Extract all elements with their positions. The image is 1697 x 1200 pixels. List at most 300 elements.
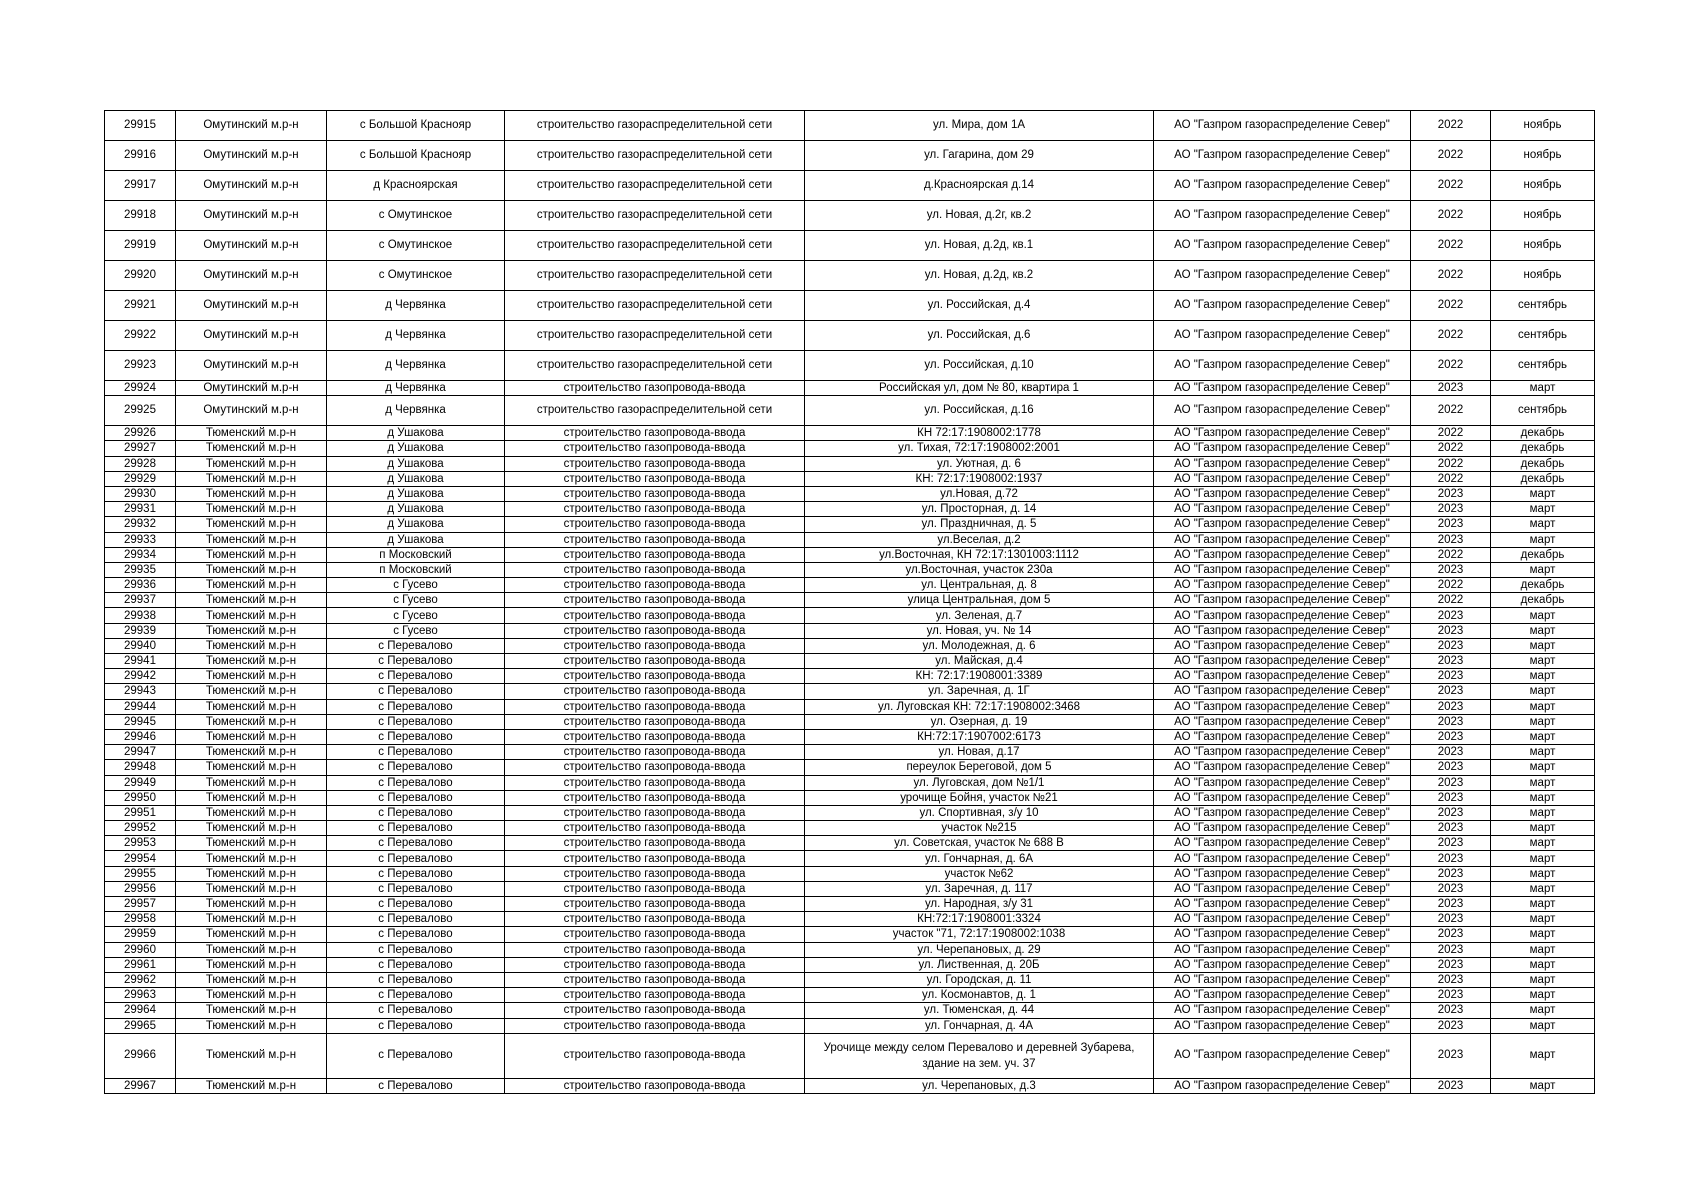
address-cell: урочище Бойня, участок №21 [805, 790, 1154, 805]
organization-cell: АО "Газпром газораспределение Север" [1154, 261, 1411, 291]
year-cell: 2022 [1411, 141, 1491, 171]
work-type-cell: строительство газопровода-ввода [505, 578, 805, 593]
district-cell: Тюменский м.р-н [176, 456, 327, 471]
address-cell: ул. Новая, д.2д, кв.2 [805, 261, 1154, 291]
record-number: 29948 [105, 760, 176, 775]
table-row [105, 111, 1595, 141]
work-type-cell: строительство газопровода-ввода [505, 471, 805, 486]
table-row [105, 426, 1595, 441]
district-cell: Тюменский м.р-н [176, 638, 327, 653]
record-number: 29962 [105, 972, 176, 987]
settlement-cell: с Большой Краснояр [327, 111, 505, 141]
settlement-cell: с Большой Краснояр [327, 141, 505, 171]
record-number: 29936 [105, 578, 176, 593]
table-row [105, 1033, 1595, 1078]
settlement-cell: с Перевалово [327, 1078, 505, 1093]
settlement-cell: с Перевалово [327, 851, 505, 866]
settlement-cell: д Ушакова [327, 486, 505, 501]
month-cell: март [1491, 805, 1595, 820]
year-cell: 2023 [1411, 729, 1491, 744]
month-cell: ноябрь [1491, 201, 1595, 231]
table-row [105, 381, 1595, 396]
table-row [105, 578, 1595, 593]
month-cell: март [1491, 502, 1595, 517]
settlement-cell: с Перевалово [327, 942, 505, 957]
month-cell: март [1491, 881, 1595, 896]
organization-cell: АО "Газпром газораспределение Север" [1154, 927, 1411, 942]
organization-cell: АО "Газпром газораспределение Север" [1154, 942, 1411, 957]
address-cell: ул.Новая, д.72 [805, 486, 1154, 501]
district-cell: Тюменский м.р-н [176, 669, 327, 684]
record-number: 29938 [105, 608, 176, 623]
organization-cell: АО "Газпром газораспределение Север" [1154, 562, 1411, 577]
address-cell: ул. Мира, дом 1А [805, 111, 1154, 141]
address-cell: ул. Российская, д.16 [805, 396, 1154, 426]
organization-cell: АО "Газпром газораспределение Север" [1154, 471, 1411, 486]
district-cell: Тюменский м.р-н [176, 897, 327, 912]
address-cell: улица Центральная, дом 5 [805, 593, 1154, 608]
organization-cell: АО "Газпром газораспределение Север" [1154, 426, 1411, 441]
record-number: 29941 [105, 654, 176, 669]
record-number: 29950 [105, 790, 176, 805]
record-number: 29922 [105, 321, 176, 351]
address-cell: ул. Заречная, д. 1Г [805, 684, 1154, 699]
record-number: 29934 [105, 547, 176, 562]
organization-cell: АО "Газпром газораспределение Север" [1154, 517, 1411, 532]
year-cell: 2023 [1411, 881, 1491, 896]
work-type-cell: строительство газопровода-ввода [505, 486, 805, 501]
record-number: 29946 [105, 729, 176, 744]
settlement-cell: с Омутинское [327, 201, 505, 231]
table-row [105, 760, 1595, 775]
address-cell: ул. Заречная, д. 117 [805, 881, 1154, 896]
year-cell: 2023 [1411, 897, 1491, 912]
settlement-cell: с Омутинское [327, 231, 505, 261]
work-type-cell: строительство газопровода-ввода [505, 805, 805, 820]
table-row [105, 291, 1595, 321]
organization-cell: АО "Газпром газораспределение Север" [1154, 547, 1411, 562]
district-cell: Тюменский м.р-н [176, 608, 327, 623]
settlement-cell: с Перевалово [327, 760, 505, 775]
district-cell: Тюменский м.р-н [176, 517, 327, 532]
address-cell: ул. Спортивная, з/у 10 [805, 805, 1154, 820]
year-cell: 2022 [1411, 456, 1491, 471]
table-row [105, 942, 1595, 957]
record-number: 29961 [105, 957, 176, 972]
record-number: 29951 [105, 805, 176, 820]
work-type-cell: строительство газопровода-ввода [505, 912, 805, 927]
month-cell: декабрь [1491, 578, 1595, 593]
settlement-cell: д Ушакова [327, 441, 505, 456]
year-cell: 2023 [1411, 927, 1491, 942]
settlement-cell: с Перевалово [327, 729, 505, 744]
organization-cell: АО "Газпром газораспределение Север" [1154, 1078, 1411, 1093]
table-row [105, 821, 1595, 836]
address-cell: ул. Черепановых, д. 29 [805, 942, 1154, 957]
district-cell: Омутинский м.р-н [176, 291, 327, 321]
table-row [105, 957, 1595, 972]
record-number: 29943 [105, 684, 176, 699]
district-cell: Тюменский м.р-н [176, 547, 327, 562]
year-cell: 2023 [1411, 517, 1491, 532]
district-cell: Тюменский м.р-н [176, 1033, 327, 1078]
work-type-cell: строительство газопровода-ввода [505, 957, 805, 972]
address-cell: ул. Тихая, 72:17:1908002:2001 [805, 441, 1154, 456]
address-cell: переулок Береговой, дом 5 [805, 760, 1154, 775]
settlement-cell: д Красноярская [327, 171, 505, 201]
year-cell: 2023 [1411, 866, 1491, 881]
work-type-cell: строительство газораспределительной сети [505, 111, 805, 141]
record-number: 29939 [105, 623, 176, 638]
address-cell: ул. Майская, д.4 [805, 654, 1154, 669]
district-cell: Тюменский м.р-н [176, 745, 327, 760]
year-cell: 2022 [1411, 578, 1491, 593]
record-number: 29942 [105, 669, 176, 684]
settlement-cell: д Ушакова [327, 471, 505, 486]
year-cell: 2023 [1411, 988, 1491, 1003]
settlement-cell: с Перевалово [327, 684, 505, 699]
organization-cell: АО "Газпром газораспределение Север" [1154, 111, 1411, 141]
district-cell: Тюменский м.р-н [176, 957, 327, 972]
address-cell: ул. Российская, д.4 [805, 291, 1154, 321]
work-type-cell: строительство газопровода-ввода [505, 562, 805, 577]
organization-cell: АО "Газпром газораспределение Север" [1154, 957, 1411, 972]
record-number: 29955 [105, 866, 176, 881]
year-cell: 2022 [1411, 291, 1491, 321]
table-row [105, 456, 1595, 471]
record-number: 29931 [105, 502, 176, 517]
district-cell: Тюменский м.р-н [176, 912, 327, 927]
organization-cell: АО "Газпром газораспределение Север" [1154, 972, 1411, 987]
year-cell: 2023 [1411, 562, 1491, 577]
month-cell: март [1491, 381, 1595, 396]
work-type-cell: строительство газопровода-ввода [505, 441, 805, 456]
year-cell: 2022 [1411, 231, 1491, 261]
address-cell: участок №215 [805, 821, 1154, 836]
settlement-cell: с Перевалово [327, 699, 505, 714]
work-type-cell: строительство газопровода-ввода [505, 972, 805, 987]
organization-cell: АО "Газпром газораспределение Север" [1154, 171, 1411, 201]
settlement-cell: д Ушакова [327, 532, 505, 547]
organization-cell: АО "Газпром газораспределение Север" [1154, 1003, 1411, 1018]
organization-cell: АО "Газпром газораспределение Север" [1154, 638, 1411, 653]
district-cell: Тюменский м.р-н [176, 441, 327, 456]
table-row [105, 638, 1595, 653]
settlement-cell: п Московский [327, 562, 505, 577]
month-cell: март [1491, 988, 1595, 1003]
district-cell: Тюменский м.р-н [176, 790, 327, 805]
work-type-cell: строительство газопровода-ввода [505, 714, 805, 729]
address-cell: ул. Луговская КН: 72:17:1908002:3468 [805, 699, 1154, 714]
month-cell: декабрь [1491, 471, 1595, 486]
address-cell: ул. Просторная, д. 14 [805, 502, 1154, 517]
district-cell: Тюменский м.р-н [176, 775, 327, 790]
year-cell: 2023 [1411, 760, 1491, 775]
year-cell: 2022 [1411, 426, 1491, 441]
district-cell: Тюменский м.р-н [176, 654, 327, 669]
settlement-cell: с Перевалово [327, 927, 505, 942]
address-cell: ул.Веселая, д.2 [805, 532, 1154, 547]
month-cell: март [1491, 912, 1595, 927]
record-number: 29935 [105, 562, 176, 577]
district-cell: Омутинский м.р-н [176, 231, 327, 261]
record-number: 29930 [105, 486, 176, 501]
district-cell: Тюменский м.р-н [176, 684, 327, 699]
year-cell: 2023 [1411, 638, 1491, 653]
organization-cell: АО "Газпром газораспределение Север" [1154, 201, 1411, 231]
district-cell: Тюменский м.р-н [176, 532, 327, 547]
work-type-cell: строительство газопровода-ввода [505, 593, 805, 608]
settlement-cell: с Перевалово [327, 745, 505, 760]
address-cell: ул. Новая, д.2г, кв.2 [805, 201, 1154, 231]
year-cell: 2023 [1411, 1018, 1491, 1033]
year-cell: 2022 [1411, 321, 1491, 351]
settlement-cell: с Перевалово [327, 775, 505, 790]
district-cell: Омутинский м.р-н [176, 141, 327, 171]
work-type-cell: строительство газопровода-ввода [505, 881, 805, 896]
record-number: 29963 [105, 988, 176, 1003]
record-number: 29959 [105, 927, 176, 942]
record-number: 29960 [105, 942, 176, 957]
district-cell: Омутинский м.р-н [176, 321, 327, 351]
work-type-cell: строительство газопровода-ввода [505, 426, 805, 441]
month-cell: март [1491, 1033, 1595, 1078]
table-body [105, 111, 1595, 1094]
work-type-cell: строительство газопровода-ввода [505, 623, 805, 638]
work-type-cell: строительство газопровода-ввода [505, 502, 805, 517]
year-cell: 2023 [1411, 775, 1491, 790]
address-cell: Российская ул, дом № 80, квартира 1 [805, 381, 1154, 396]
record-number: 29933 [105, 532, 176, 547]
district-cell: Тюменский м.р-н [176, 851, 327, 866]
table-row [105, 972, 1595, 987]
record-number: 29954 [105, 851, 176, 866]
year-cell: 2023 [1411, 821, 1491, 836]
settlement-cell: с Перевалово [327, 972, 505, 987]
table-row [105, 141, 1595, 171]
month-cell: март [1491, 790, 1595, 805]
district-cell: Омутинский м.р-н [176, 201, 327, 231]
year-cell: 2023 [1411, 654, 1491, 669]
organization-cell: АО "Газпром газораспределение Север" [1154, 790, 1411, 805]
district-cell: Тюменский м.р-н [176, 942, 327, 957]
record-number: 29923 [105, 351, 176, 381]
record-number: 29924 [105, 381, 176, 396]
settlement-cell: с Перевалово [327, 866, 505, 881]
year-cell: 2023 [1411, 1033, 1491, 1078]
organization-cell: АО "Газпром газораспределение Север" [1154, 351, 1411, 381]
work-type-cell: строительство газопровода-ввода [505, 729, 805, 744]
district-cell: Омутинский м.р-н [176, 381, 327, 396]
table-row [105, 851, 1595, 866]
month-cell: ноябрь [1491, 231, 1595, 261]
settlement-cell: д Червянка [327, 396, 505, 426]
month-cell: март [1491, 669, 1595, 684]
organization-cell: АО "Газпром газораспределение Север" [1154, 532, 1411, 547]
year-cell: 2022 [1411, 593, 1491, 608]
settlement-cell: с Перевалово [327, 1018, 505, 1033]
work-type-cell: строительство газопровода-ввода [505, 866, 805, 881]
work-type-cell: строительство газораспределительной сети [505, 321, 805, 351]
organization-cell: АО "Газпром газораспределение Север" [1154, 141, 1411, 171]
year-cell: 2023 [1411, 851, 1491, 866]
table-row [105, 699, 1595, 714]
year-cell: 2023 [1411, 714, 1491, 729]
work-type-cell: строительство газопровода-ввода [505, 1078, 805, 1093]
table-row [105, 729, 1595, 744]
address-cell: ул. Луговская, дом №1/1 [805, 775, 1154, 790]
address-cell: д.Красноярская д.14 [805, 171, 1154, 201]
district-cell: Тюменский м.р-н [176, 502, 327, 517]
record-number: 29928 [105, 456, 176, 471]
record-number: 29919 [105, 231, 176, 261]
district-cell: Тюменский м.р-н [176, 623, 327, 638]
table-row [105, 1078, 1595, 1093]
organization-cell: АО "Газпром газораспределение Север" [1154, 897, 1411, 912]
work-type-cell: строительство газопровода-ввода [505, 654, 805, 669]
district-cell: Тюменский м.р-н [176, 471, 327, 486]
settlement-cell: п Московский [327, 547, 505, 562]
district-cell: Омутинский м.р-н [176, 111, 327, 141]
address-cell: ул. Центральная, д. 8 [805, 578, 1154, 593]
organization-cell: АО "Газпром газораспределение Север" [1154, 593, 1411, 608]
month-cell: март [1491, 851, 1595, 866]
address-cell: ул. Гончарная, д. 6А [805, 851, 1154, 866]
record-number: 29920 [105, 261, 176, 291]
work-type-cell: строительство газораспределительной сети [505, 291, 805, 321]
year-cell: 2023 [1411, 957, 1491, 972]
district-cell: Омутинский м.р-н [176, 351, 327, 381]
record-number: 29937 [105, 593, 176, 608]
settlement-cell: с Перевалово [327, 805, 505, 820]
settlement-cell: с Перевалово [327, 988, 505, 1003]
table-row [105, 547, 1595, 562]
organization-cell: АО "Газпром газораспределение Север" [1154, 805, 1411, 820]
settlement-cell: с Перевалово [327, 897, 505, 912]
year-cell: 2022 [1411, 111, 1491, 141]
month-cell: март [1491, 608, 1595, 623]
organization-cell: АО "Газпром газораспределение Север" [1154, 1033, 1411, 1078]
year-cell: 2022 [1411, 171, 1491, 201]
settlement-cell: с Перевалово [327, 836, 505, 851]
settlement-cell: с Гусево [327, 623, 505, 638]
year-cell: 2023 [1411, 623, 1491, 638]
month-cell: март [1491, 836, 1595, 851]
address-cell: ул. Тюменская, д. 44 [805, 1003, 1154, 1018]
address-cell: участок №62 [805, 866, 1154, 881]
table-row [105, 562, 1595, 577]
work-type-cell: строительство газопровода-ввода [505, 790, 805, 805]
table-row [105, 669, 1595, 684]
year-cell: 2022 [1411, 351, 1491, 381]
year-cell: 2023 [1411, 669, 1491, 684]
month-cell: март [1491, 729, 1595, 744]
record-number: 29964 [105, 1003, 176, 1018]
month-cell: март [1491, 684, 1595, 699]
month-cell: март [1491, 654, 1595, 669]
record-number: 29929 [105, 471, 176, 486]
settlement-cell: с Перевалово [327, 912, 505, 927]
address-cell: КН:72:17:1908001:3324 [805, 912, 1154, 927]
table-row [105, 321, 1595, 351]
address-cell: ул. Новая, д.17 [805, 745, 1154, 760]
work-type-cell: строительство газопровода-ввода [505, 638, 805, 653]
organization-cell: АО "Газпром газораспределение Север" [1154, 321, 1411, 351]
month-cell: декабрь [1491, 441, 1595, 456]
organization-cell: АО "Газпром газораспределение Север" [1154, 456, 1411, 471]
year-cell: 2023 [1411, 502, 1491, 517]
district-cell: Омутинский м.р-н [176, 396, 327, 426]
year-cell: 2023 [1411, 684, 1491, 699]
address-cell: ул. Космонавтов, д. 1 [805, 988, 1154, 1003]
record-number: 29940 [105, 638, 176, 653]
settlement-cell: д Ушакова [327, 456, 505, 471]
month-cell: сентябрь [1491, 321, 1595, 351]
work-type-cell: строительство газопровода-ввода [505, 1003, 805, 1018]
month-cell: ноябрь [1491, 171, 1595, 201]
district-cell: Тюменский м.р-н [176, 881, 327, 896]
organization-cell: АО "Газпром газораспределение Север" [1154, 988, 1411, 1003]
settlement-cell: с Перевалово [327, 1033, 505, 1078]
work-type-cell: строительство газопровода-ввода [505, 517, 805, 532]
organization-cell: АО "Газпром газораспределение Север" [1154, 775, 1411, 790]
settlement-cell: с Перевалово [327, 638, 505, 653]
organization-cell: АО "Газпром газораспределение Север" [1154, 760, 1411, 775]
district-cell: Тюменский м.р-н [176, 821, 327, 836]
district-cell: Тюменский м.р-н [176, 578, 327, 593]
settlement-cell: д Ушакова [327, 502, 505, 517]
table-row [105, 486, 1595, 501]
district-cell: Тюменский м.р-н [176, 927, 327, 942]
year-cell: 2023 [1411, 486, 1491, 501]
table-row [105, 593, 1595, 608]
settlement-cell: с Гусево [327, 578, 505, 593]
year-cell: 2023 [1411, 1003, 1491, 1018]
table-row [105, 1018, 1595, 1033]
district-cell: Тюменский м.р-н [176, 593, 327, 608]
month-cell: декабрь [1491, 593, 1595, 608]
work-type-cell: строительство газопровода-ввода [505, 760, 805, 775]
year-cell: 2023 [1411, 1078, 1491, 1093]
table-row [105, 471, 1595, 486]
month-cell: март [1491, 760, 1595, 775]
address-cell: ул. Российская, д.6 [805, 321, 1154, 351]
address-cell: ул. Российская, д.10 [805, 351, 1154, 381]
month-cell: март [1491, 1003, 1595, 1018]
year-cell: 2022 [1411, 547, 1491, 562]
table-row [105, 1003, 1595, 1018]
settlement-cell: с Перевалово [327, 714, 505, 729]
address-cell: КН: 72:17:1908002:1937 [805, 471, 1154, 486]
address-cell: КН:72:17:1907002:6173 [805, 729, 1154, 744]
organization-cell: АО "Газпром газораспределение Север" [1154, 578, 1411, 593]
address-cell: ул.Восточная, участок 230а [805, 562, 1154, 577]
month-cell: март [1491, 562, 1595, 577]
table-row [105, 836, 1595, 851]
district-cell: Тюменский м.р-н [176, 760, 327, 775]
month-cell: март [1491, 775, 1595, 790]
organization-cell: АО "Газпром газораспределение Север" [1154, 231, 1411, 261]
organization-cell: АО "Газпром газораспределение Север" [1154, 714, 1411, 729]
month-cell: декабрь [1491, 547, 1595, 562]
month-cell: март [1491, 1018, 1595, 1033]
record-number: 29916 [105, 141, 176, 171]
month-cell: март [1491, 866, 1595, 881]
year-cell: 2023 [1411, 912, 1491, 927]
settlement-cell: д Ушакова [327, 517, 505, 532]
month-cell: декабрь [1491, 456, 1595, 471]
address-cell: ул. Лиственная, д. 20Б [805, 957, 1154, 972]
